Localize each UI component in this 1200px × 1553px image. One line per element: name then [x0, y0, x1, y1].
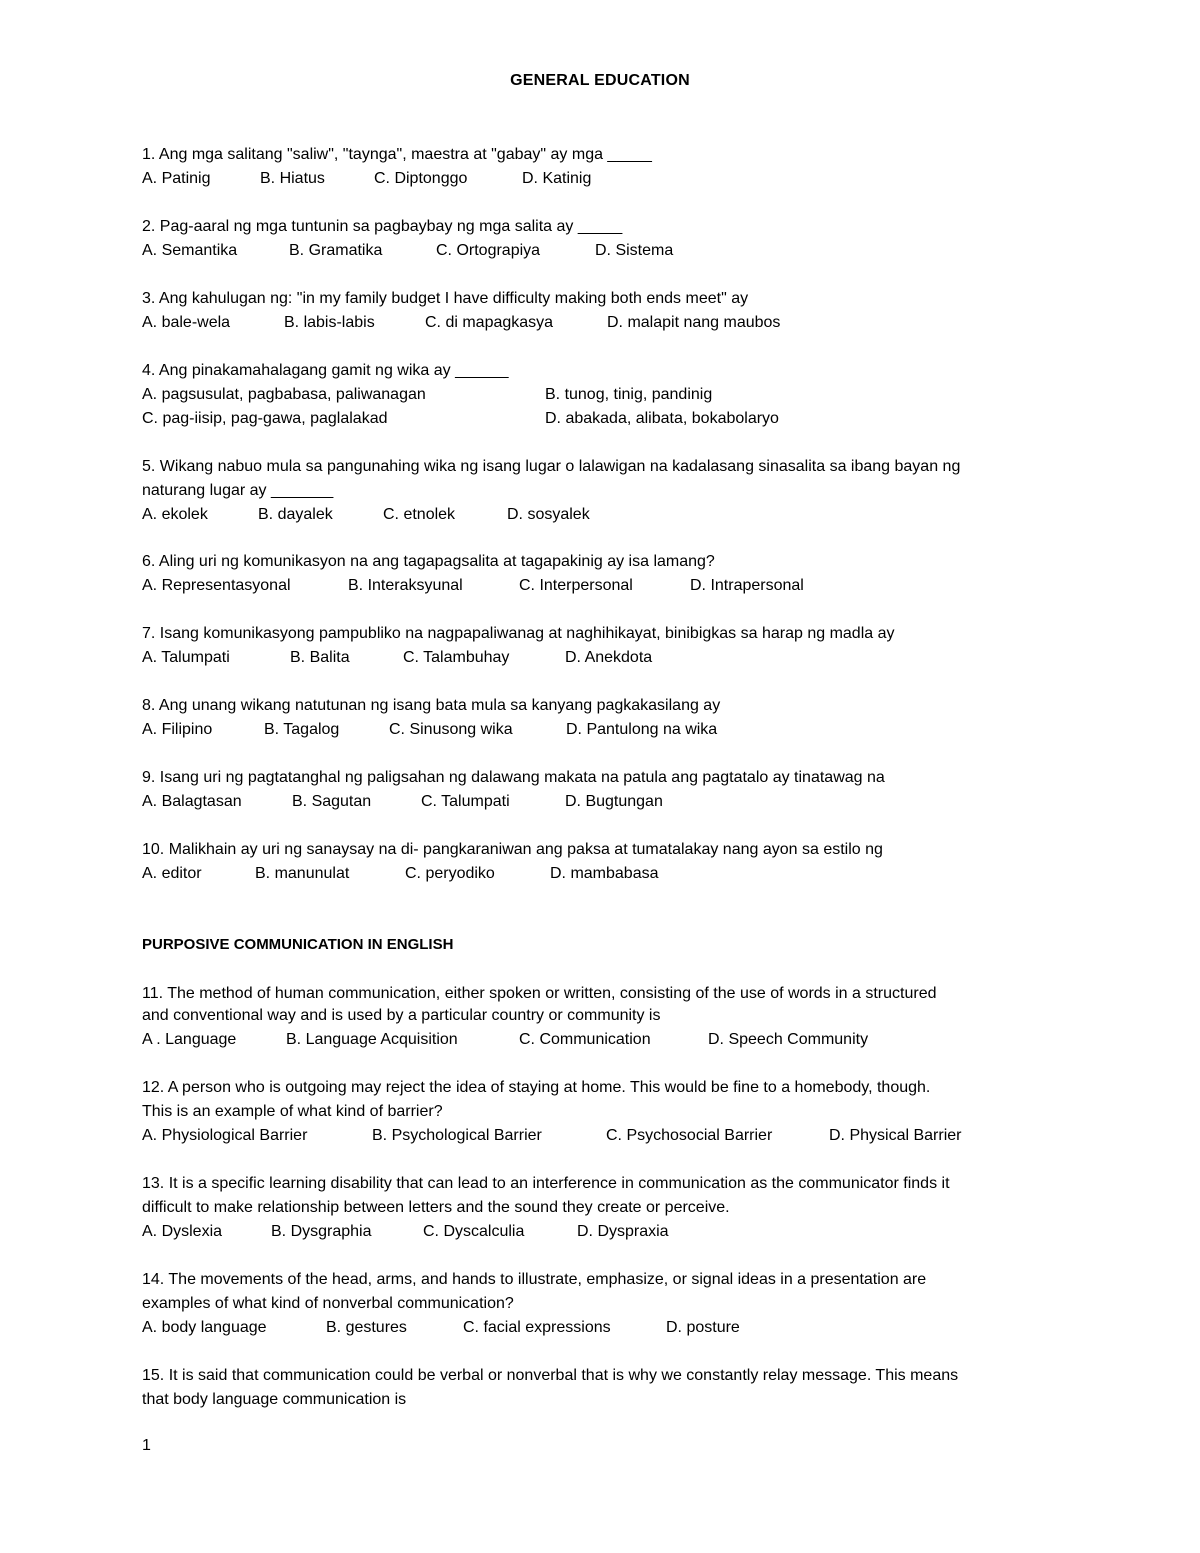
- q9-option-b: B. Sagutan: [292, 793, 372, 810]
- question-14-text: 14. The movements of the head, arms, and hands to illustrate, emphasize, or signal ideas in a presentation are: [142, 1271, 927, 1288]
- q11-option-d: D. Speech Community: [708, 1031, 869, 1048]
- q10-option-c: C. peryodiko: [405, 865, 495, 882]
- q14-option-b: B. gestures: [326, 1319, 407, 1336]
- q9-option-a: A. Balagtasan: [142, 793, 242, 810]
- q7-option-c: C. Talambuhay: [403, 649, 510, 666]
- question-12-text-cont: This is an example of what kind of barrier?: [142, 1103, 443, 1120]
- q2-option-d: D. Sistema: [595, 242, 674, 259]
- q13-option-c: C. Dyscalculia: [423, 1223, 525, 1240]
- question-4-text: 4. Ang pinakamahalagang gamit ng wika ay ______: [142, 362, 509, 379]
- q8-option-d: D. Pantulong na wika: [566, 721, 718, 738]
- question-15-text: 15. It is said that communication could be verbal or nonverbal that is why we constantly relay message. This means: [142, 1367, 959, 1384]
- q7-option-d: D. Anekdota: [565, 649, 653, 666]
- q11-option-b: B. Language Acquisition: [286, 1031, 458, 1048]
- q8-option-c: C. Sinusong wika: [389, 721, 513, 738]
- q3-option-a: A. bale-wela: [142, 314, 231, 331]
- q13-option-d: D. Dyspraxia: [577, 1223, 669, 1240]
- q2-option-a: A. Semantika: [142, 242, 238, 259]
- q8-option-a: A. Filipino: [142, 721, 213, 738]
- question-1-text: 1. Ang mga salitang "saliw", "taynga", maestra at "gabay" ay mga _____: [142, 146, 652, 163]
- question-7-text: 7. Isang komunikasyong pampubliko na nagpapaliwanag at naghihikayat, binibigkas sa harap ng madla ay: [142, 625, 895, 642]
- q9-option-c: C. Talumpati: [421, 793, 510, 810]
- question-11-text-cont: and conventional way and is used by a particular country or community is: [142, 1007, 661, 1024]
- question-5-text-cont: naturang lugar ay _______: [142, 482, 334, 499]
- question-14-text-cont: examples of what kind of nonverbal communication?: [142, 1295, 514, 1312]
- question-5-text: 5. Wikang nabuo mula sa pangunahing wika ng isang lugar o lalawigan na kadalasang sinasalita sa ibang bayan ng: [142, 458, 961, 475]
- question-9-text: 9. Isang uri ng pagtatanghal ng paligsahan ng dalawang makata na patula ang pagtatalo ay tinatawag na: [142, 769, 885, 786]
- q3-option-d: D. malapit nang maubos: [607, 314, 781, 331]
- q14-option-a: A. body language: [142, 1319, 267, 1336]
- q12-option-a: A. Physiological Barrier: [142, 1127, 308, 1144]
- q10-option-b: B. manunulat: [255, 865, 350, 882]
- q4-option-b: B. tunog, tinig, pandinig: [545, 386, 713, 403]
- q5-option-d: D. sosyalek: [507, 506, 590, 523]
- section-heading: PURPOSIVE COMMUNICATION IN ENGLISH: [142, 936, 454, 953]
- q1-option-b: B. Hiatus: [260, 170, 325, 187]
- question-13-text-cont: difficult to make relationship between letters and the sound they create or perceive.: [142, 1199, 730, 1216]
- q14-option-c: C. facial expressions: [463, 1319, 611, 1336]
- question-3-text: 3. Ang kahulugan ng: "in my family budget I have difficulty making both ends meet" ay: [142, 290, 749, 307]
- q6-option-b: B. Interaksyunal: [348, 577, 463, 594]
- question-8-text: 8. Ang unang wikang natutunan ng isang bata mula sa kanyang pagkakasilang ay: [142, 697, 721, 714]
- question-13-text: 13. It is a specific learning disability that can lead to an interference in communication as the communicator finds it: [142, 1175, 950, 1192]
- q4-option-a: A. pagsusulat, pagbabasa, paliwanagan: [142, 386, 426, 403]
- q14-option-d: D. posture: [666, 1319, 740, 1336]
- q3-option-b: B. labis-labis: [284, 314, 375, 331]
- question-15-text-cont: that body language communication is: [142, 1391, 407, 1408]
- q5-option-a: A. ekolek: [142, 506, 208, 523]
- question-2-text: 2. Pag-aaral ng mga tuntunin sa pagbaybay ng mga salita ay _____: [142, 218, 623, 235]
- q4-option-d: D. abakada, alibata, bokabolaryo: [545, 410, 779, 427]
- q13-option-b: B. Dysgraphia: [271, 1223, 372, 1240]
- q1-option-c: C. Diptonggo: [374, 170, 468, 187]
- question-11-text: 11. The method of human communication, either spoken or written, consisting of the use of words in a structured: [142, 985, 937, 1002]
- q5-option-c: C. etnolek: [383, 506, 456, 523]
- q10-option-a: A. editor: [142, 865, 202, 882]
- question-6-text: 6. Aling uri ng komunikasyon na ang tagapagsalita at tagapakinig ay isa lamang?: [142, 553, 715, 570]
- q9-option-d: D. Bugtungan: [565, 793, 663, 810]
- q8-option-b: B. Tagalog: [264, 721, 340, 738]
- q10-option-d: D. mambabasa: [550, 865, 659, 882]
- q1-option-a: A. Patinig: [142, 170, 211, 187]
- question-12-text: 12. A person who is outgoing may reject the idea of staying at home. This would be fine to a homebody, though.: [142, 1079, 931, 1096]
- q3-option-c: C. di mapagkasya: [425, 314, 554, 331]
- q5-option-b: B. dayalek: [258, 506, 333, 523]
- q11-option-c: C. Communication: [519, 1031, 651, 1048]
- q6-option-a: A. Representasyonal: [142, 577, 291, 594]
- q4-option-c: C. pag-iisip, pag-gawa, paglalakad: [142, 410, 388, 427]
- q12-option-d: D. Physical Barrier: [829, 1127, 962, 1144]
- q6-option-d: D. Intrapersonal: [690, 577, 804, 594]
- q13-option-a: A. Dyslexia: [142, 1223, 223, 1240]
- q11-option-a: A . Language: [142, 1031, 237, 1048]
- page-number: 1: [142, 1437, 151, 1454]
- q6-option-c: C. Interpersonal: [519, 577, 633, 594]
- q1-option-d: D. Katinig: [522, 170, 592, 187]
- q2-option-b: B. Gramatika: [289, 242, 383, 259]
- q2-option-c: C. Ortograpiya: [436, 242, 541, 259]
- page-title: GENERAL EDUCATION: [510, 72, 690, 89]
- q7-option-b: B. Balita: [290, 649, 350, 666]
- q12-option-c: C. Psychosocial Barrier: [606, 1127, 773, 1144]
- question-10-text: 10. Malikhain ay uri ng sanaysay na di- pangkaraniwan ang paksa at tumatalakay nang ayon sa estilo ng: [142, 841, 883, 858]
- q7-option-a: A. Talumpati: [142, 649, 230, 666]
- q12-option-b: B. Psychological Barrier: [372, 1127, 542, 1144]
